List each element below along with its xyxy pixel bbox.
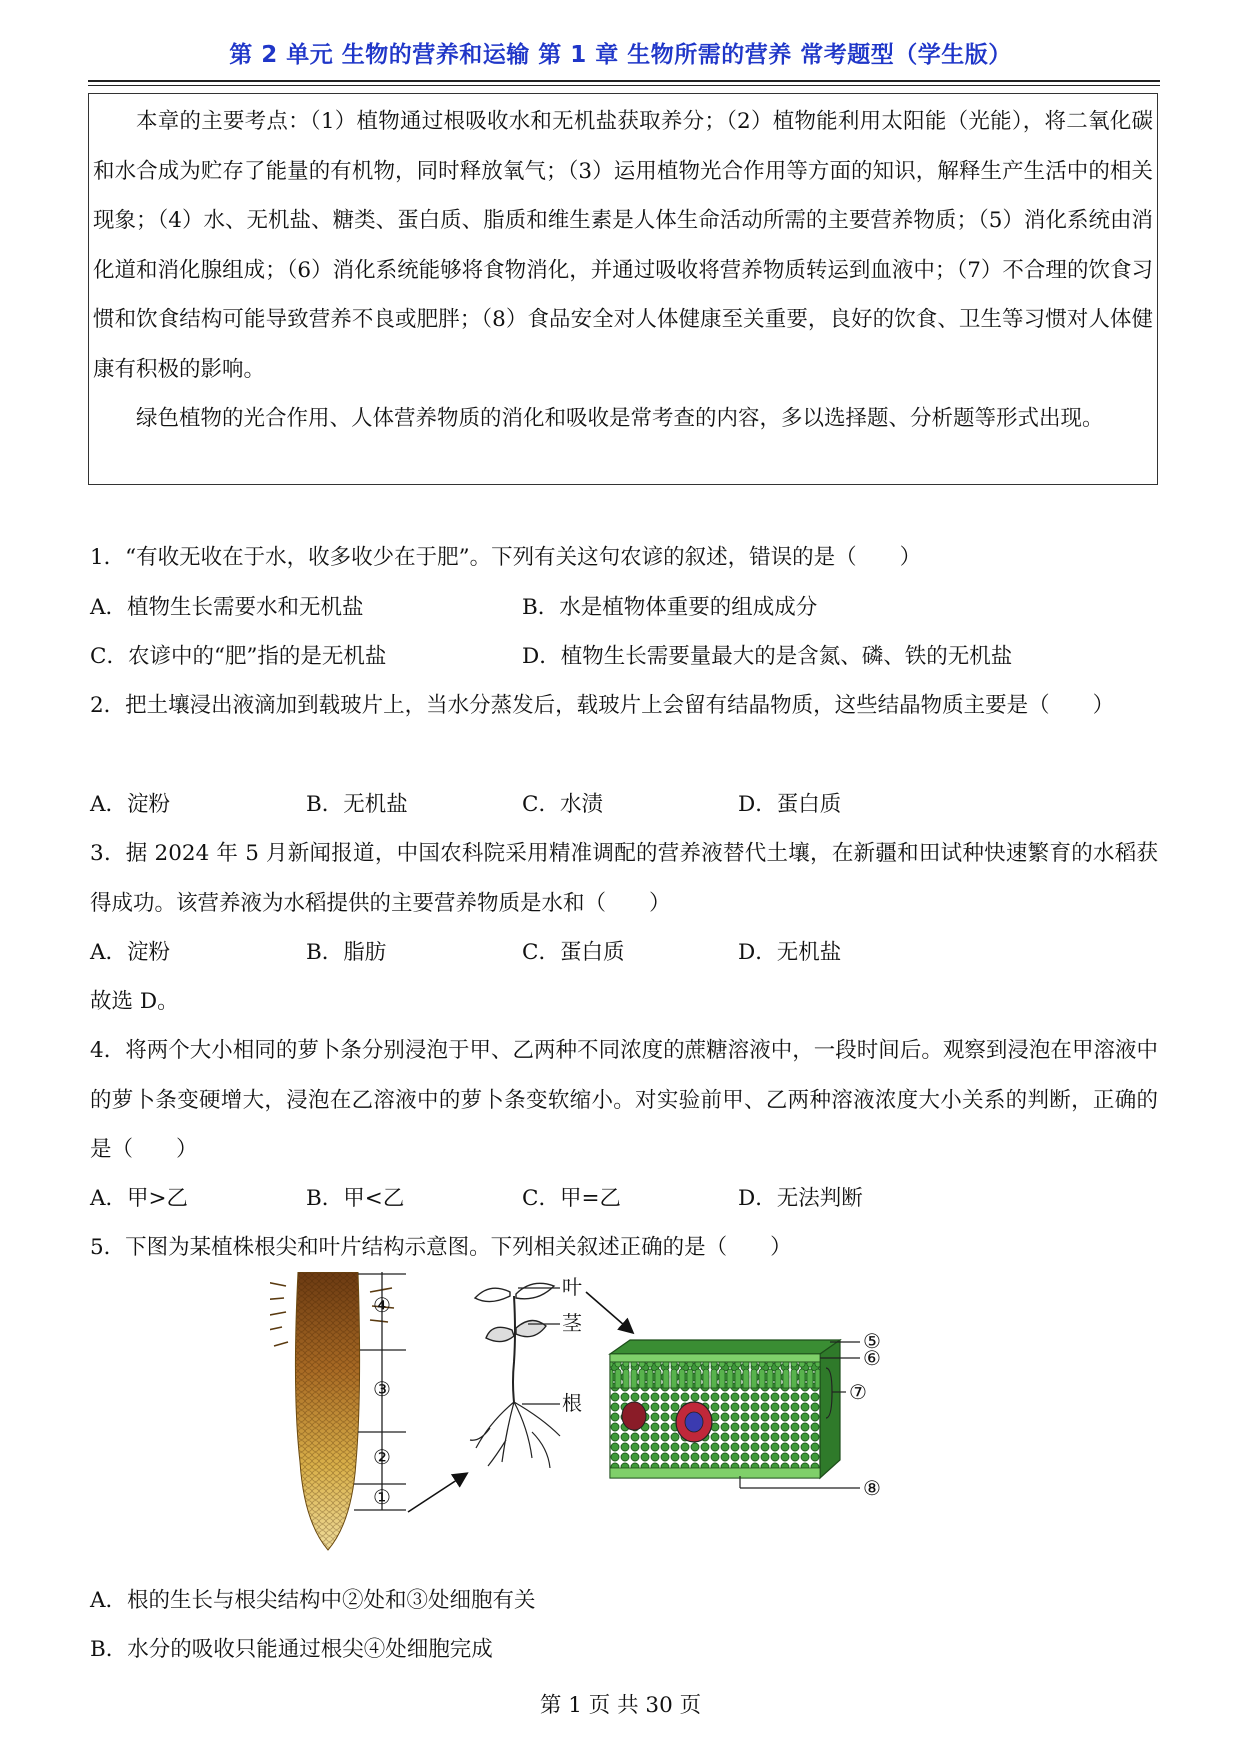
question-3-option-b: B．脂肪: [306, 940, 387, 965]
question-4-option-b: B．甲<乙: [306, 1186, 405, 1211]
root-label-4: ④: [373, 1293, 391, 1317]
question-1-text: 1．“有收无收在于水，收多收少在于肥”。下列有关这句农谚的叙述，错误的是（ ）: [90, 545, 922, 570]
plant-label-leaf: 叶: [562, 1275, 582, 1299]
question-4-options: [90, 1174, 1158, 1223]
question-5-option-b: B．水分的吸收只能通过根尖④处细胞完成: [90, 1637, 493, 1662]
arrow-to-leaf-section: [586, 1292, 632, 1332]
question-2-option-d: D．蛋白质: [738, 792, 842, 817]
question-3-text: 3．据 2024 年 5 月新闻报道，中国农科院采用精准调配的营养液替代土壤，在新疆和田试种快速繁育的水稻获得成功。该营养液为水稻提供的主要营养物质是水和（ ）: [90, 841, 1158, 916]
leaf-label-7: ⑦: [849, 1380, 867, 1404]
question-1-options-row-2: [90, 632, 1158, 681]
root-label-3: ③: [373, 1377, 391, 1401]
question-1-stem: [90, 533, 1158, 583]
question-2-text: 2．把土壤浸出液滴加到载玻片上，当水分蒸发后，载玻片上会留有结晶物质，这些结晶物质主要是（ ）: [90, 693, 1115, 718]
question-4-option-c: C．甲=乙: [522, 1186, 621, 1211]
question-5-option-a: A．根的生长与根尖结构中②处和③处细胞有关: [90, 1588, 536, 1613]
question-4-text: 4．将两个大小相同的萝卜条分别浸泡于甲、乙两种不同浓度的蔗糖溶液中，一段时间后。观察到浸泡在甲溶液中的萝卜条变硬增大，浸泡在乙溶液中的萝卜条变软缩小。对实验前甲、乙两种溶液浓度大小关系的判断，正确的是（ ）: [90, 1038, 1158, 1162]
question-1-option-c: C．农谚中的“肥”指的是无机盐: [90, 644, 387, 669]
root-tip-and-leaf-figure: [270, 1272, 970, 1562]
page-footer: 第 1 页 共 30 页: [539, 1693, 702, 1718]
question-4-option-d: D．无法判断: [738, 1186, 863, 1211]
plant-label-stem: 茎: [562, 1311, 582, 1335]
question-1-option-a: A．植物生长需要水和无机盐: [90, 595, 364, 620]
leaf-cross-section: [610, 1340, 840, 1478]
leaf-label-8: ⑧: [863, 1476, 881, 1500]
plant-label-root: 根: [562, 1391, 582, 1415]
question-1-option-d: D．植物生长需要量最大的是含氮、磷、铁的无机盐: [522, 644, 1013, 669]
question-4-option-a: A．甲>乙: [90, 1186, 189, 1211]
question-3-option-c: C．蛋白质: [522, 940, 625, 965]
question-5-stem: [90, 1223, 1158, 1273]
question-5-text: 5．下图为某植株根尖和叶片结构示意图。下列相关叙述正确的是（ ）: [90, 1235, 792, 1260]
question-1-option-b: B．水是植物体重要的组成成分: [522, 595, 818, 620]
arrow-to-root-tip: [408, 1474, 466, 1512]
header-rule-thin: [88, 85, 1160, 86]
summary-paragraph-2: 绿色植物的光合作用、人体营养物质的消化和吸收是常考查的内容，多以选择题、分析题等形式出现。: [136, 406, 1104, 431]
question-1-options-row-1: [90, 583, 1158, 632]
question-3-option-d: D．无机盐: [738, 940, 842, 965]
question-2-option-b: B．无机盐: [306, 792, 408, 817]
root-label-1: ①: [373, 1485, 391, 1509]
leaf-label-5: ⑤: [863, 1329, 881, 1353]
question-2-stem: [90, 681, 1158, 731]
leaf-label-6: ⑥: [863, 1346, 881, 1370]
question-2-option-a: A．淀粉: [90, 792, 171, 817]
seedling-drawing: [470, 1283, 560, 1468]
page-header-title: 第 2 单元 生物的营养和运输 第 1 章 生物所需的营养 常考题型（学生版）: [229, 42, 1012, 68]
chapter-summary-box: [88, 93, 1158, 485]
question-3-stem: [90, 829, 1158, 928]
question-2-option-c: C．水渍: [522, 792, 603, 817]
question-3-answer-note: 故选 D。: [90, 989, 179, 1014]
header-rule-thick: [88, 80, 1160, 82]
summary-paragraph-1: 本章的主要考点：（1）植物通过根吸收水和无机盐获取养分；（2）植物能利用太阳能（光能），将二氧化碳和水合成为贮存了能量的有机物，同时释放氧气；（3）运用植物光合作用等方面的知识，解释生产生活中的相关现象；（4）水、无机盐、糖类、蛋白质、脂质和维生素是人体生命活动所需的主要营养物质；（5）消化系统由消化道和消化腺组成；（6）消化系统能够将食物消化，并通过吸收将营养物质转运到血液中；（7）不合理的饮食习惯和饮食结构可能导致营养不良或肥胖；（8）食品安全对人体健康至关重要，良好的饮食、卫生等习惯对人体健康有积极的影响。: [93, 109, 1153, 382]
question-3-options: [90, 928, 1158, 977]
question-4-stem: [90, 1026, 1158, 1175]
question-3-option-a: A．淀粉: [90, 940, 171, 965]
root-label-2: ②: [373, 1445, 391, 1469]
question-2-options: [90, 780, 1158, 829]
